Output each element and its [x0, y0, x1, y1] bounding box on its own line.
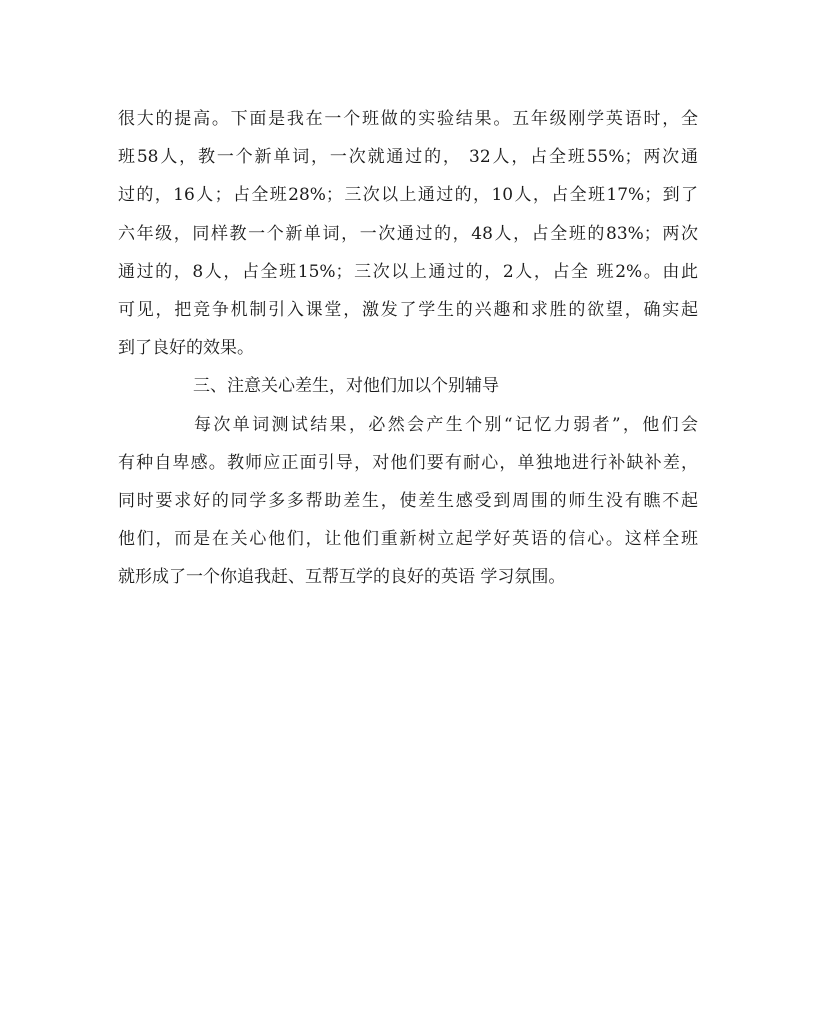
- document-body: [118, 100, 698, 596]
- text-line: 就形成了一个你追我赶、互帮互学的良好的英语 学习氛围。: [118, 567, 566, 588]
- text-line: 有种自卑感。教师应正面引导，对他们要有耐心，单独地进行补缺补差，: [118, 452, 698, 473]
- paragraph-care-for-weak-students: [118, 406, 698, 597]
- text-line: 同时要求好的同学多多帮助差生，使差生感受到周围的师生没有瞧不起: [118, 490, 698, 511]
- text-line: 他们，而是在关心他们，让他们重新树立起学好英语的信心。这样全班: [118, 529, 698, 550]
- section-heading: 三、注意关心差生，对他们加以个别辅导: [193, 376, 499, 397]
- paragraph-experiment-results: [118, 100, 698, 367]
- text-line: 过的，16人；占全班28%；三次以上通过的，10人，占全班17%；到了: [118, 185, 698, 206]
- text-line: 很大的提高。下面是我在一个班做的实验结果。五年级刚学英语时，全: [118, 109, 698, 129]
- text-line: 到了良好的效果。: [118, 338, 254, 359]
- text-line: 每次单词测试结果，必然会产生个别“记忆力弱者”，他们会: [194, 414, 698, 435]
- text-line: 通过的，8人，占全班15%；三次以上通过的，2人，占全 班2%。由此: [118, 261, 698, 282]
- text-line: 可见，把竞争机制引入课堂，激发了学生的兴趣和求胜的欲望，确实起: [118, 299, 698, 320]
- text-line: 六年级，同样教一个新单词，一次通过的，48人，占全班的83%；两次: [118, 223, 698, 244]
- text-line: 班58人，教一个新单词，一次就通过的， 32人，占全班55%；两次通: [118, 147, 698, 168]
